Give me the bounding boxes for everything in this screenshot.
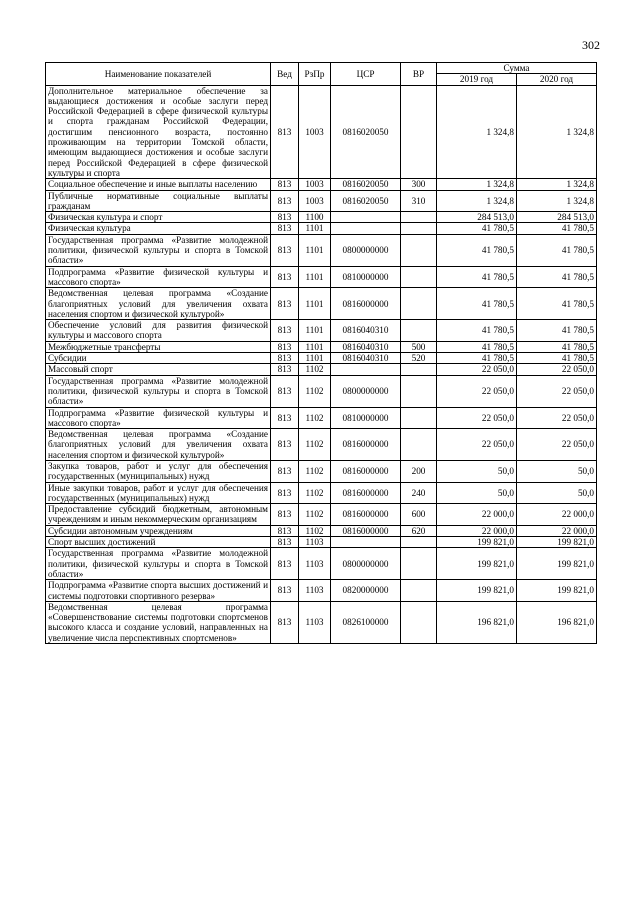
row-vr <box>401 364 437 375</box>
row-ved: 813 <box>271 266 299 288</box>
row-sum-2019: 1 324,8 <box>437 85 517 179</box>
row-csr: 0816000000 <box>331 460 401 482</box>
row-rzpr: 1103 <box>299 580 331 602</box>
row-rzpr: 1003 <box>299 85 331 179</box>
table-body <box>46 85 597 643</box>
row-rzpr: 1102 <box>299 504 331 526</box>
row-sum-2020: 199 821,0 <box>517 548 597 580</box>
row-ved: 813 <box>271 482 299 504</box>
row-sum-2019: 1 324,8 <box>437 190 517 212</box>
row-vr <box>401 320 437 342</box>
row-sum-2020: 22 050,0 <box>517 407 597 429</box>
table-row <box>46 234 597 266</box>
row-csr: 0820000000 <box>331 580 401 602</box>
row-sum-2020: 284 513,0 <box>517 212 597 223</box>
row-csr: 0816000000 <box>331 482 401 504</box>
row-csr: 0816020050 <box>331 190 401 212</box>
row-ved: 813 <box>271 601 299 643</box>
row-sum-2019: 41 780,5 <box>437 234 517 266</box>
row-sum-2020: 41 780,5 <box>517 223 597 234</box>
row-sum-2019: 50,0 <box>437 460 517 482</box>
table-row <box>46 341 597 352</box>
row-vr: 600 <box>401 504 437 526</box>
row-vr <box>401 288 437 320</box>
row-csr: 0800000000 <box>331 375 401 407</box>
header-vr: ВР <box>401 63 437 86</box>
row-sum-2020: 50,0 <box>517 460 597 482</box>
row-sum-2020: 41 780,5 <box>517 320 597 342</box>
row-name: Межбюджетные трансферты <box>46 341 271 352</box>
row-name: Ведомственная целевая программа «Создание благоприятных условий для увеличения охвата населения спортом и физической культурой» <box>46 288 271 320</box>
row-sum-2019: 41 780,5 <box>437 320 517 342</box>
row-sum-2020: 22 050,0 <box>517 364 597 375</box>
row-rzpr: 1101 <box>299 223 331 234</box>
header-csr: ЦСР <box>331 63 401 86</box>
row-vr <box>401 85 437 179</box>
row-sum-2019: 41 780,5 <box>437 288 517 320</box>
row-rzpr: 1003 <box>299 179 331 190</box>
row-sum-2020: 22 050,0 <box>517 375 597 407</box>
row-name: Государственная программа «Развитие молодежной политики, физической культуры и спорта в Томской области» <box>46 548 271 580</box>
row-sum-2020: 1 324,8 <box>517 179 597 190</box>
table-row <box>46 288 597 320</box>
row-rzpr: 1102 <box>299 525 331 536</box>
row-sum-2020: 41 780,5 <box>517 341 597 352</box>
row-name: Предоставление субсидий бюджетным, автономным учреждениям и иным некоммерческим организациям <box>46 504 271 526</box>
row-sum-2020: 1 324,8 <box>517 190 597 212</box>
row-sum-2019: 22 050,0 <box>437 364 517 375</box>
row-ved: 813 <box>271 364 299 375</box>
row-ved: 813 <box>271 179 299 190</box>
row-name: Подпрограмма «Развитие спорта высших достижений и системы подготовки спортивного резерва» <box>46 580 271 602</box>
table-row <box>46 580 597 602</box>
row-sum-2020: 1 324,8 <box>517 85 597 179</box>
row-csr <box>331 212 401 223</box>
row-vr <box>401 266 437 288</box>
row-rzpr: 1103 <box>299 548 331 580</box>
row-vr: 300 <box>401 179 437 190</box>
row-rzpr: 1100 <box>299 212 331 223</box>
row-sum-2019: 22 000,0 <box>437 525 517 536</box>
row-sum-2020: 41 780,5 <box>517 234 597 266</box>
row-rzpr: 1101 <box>299 234 331 266</box>
row-ved: 813 <box>271 190 299 212</box>
row-vr: 620 <box>401 525 437 536</box>
row-rzpr: 1102 <box>299 460 331 482</box>
table-row <box>46 212 597 223</box>
table-row <box>46 179 597 190</box>
row-vr <box>401 601 437 643</box>
row-ved: 813 <box>271 548 299 580</box>
table-row <box>46 190 597 212</box>
row-csr: 0810000000 <box>331 266 401 288</box>
row-vr: 310 <box>401 190 437 212</box>
row-ved: 813 <box>271 85 299 179</box>
row-ved: 813 <box>271 375 299 407</box>
row-name: Иные закупки товаров, работ и услуг для обеспечения государственных (муниципальных) нужд <box>46 482 271 504</box>
row-vr <box>401 429 437 461</box>
row-name: Обеспечение условий для развития физической культуры и массового спорта <box>46 320 271 342</box>
row-name: Подпрограмма «Развитие физической культуры и массового спорта» <box>46 407 271 429</box>
table-row <box>46 353 597 364</box>
header-name: Наименование показателей <box>46 63 271 86</box>
row-sum-2020: 22 050,0 <box>517 429 597 461</box>
row-name: Социальное обеспечение и иные выплаты населению <box>46 179 271 190</box>
row-sum-2019: 199 821,0 <box>437 548 517 580</box>
row-sum-2020: 41 780,5 <box>517 288 597 320</box>
row-csr <box>331 364 401 375</box>
table-row <box>46 537 597 548</box>
row-name: Государственная программа «Развитие молодежной политики, физической культуры и спорта в Томской области» <box>46 375 271 407</box>
row-rzpr: 1101 <box>299 320 331 342</box>
row-name: Дополнительное материальное обеспечение за выдающиеся достижения и особые заслуги перед Российской Федерацией в сфере физической культуры и спорта гражданам Российской Федерации, достигшим пенсионного возраста, постоянно проживающим на территории Томской области, имеющим выдающиеся достижения и особые заслуги перед Российской Федерацией в сфере физической культуры и спорта <box>46 85 271 179</box>
row-sum-2019: 199 821,0 <box>437 580 517 602</box>
table-row <box>46 525 597 536</box>
header-year-2019: 2019 год <box>437 74 517 85</box>
row-csr: 0816000000 <box>331 288 401 320</box>
row-name: Ведомственная целевая программа «Совершенствование системы подготовки спортсменов высокого класса и создание условий, направленных на увеличение числа перспективных спортсменов» <box>46 601 271 643</box>
row-sum-2020: 199 821,0 <box>517 580 597 602</box>
row-sum-2020: 50,0 <box>517 482 597 504</box>
row-vr: 500 <box>401 341 437 352</box>
row-sum-2020: 199 821,0 <box>517 537 597 548</box>
row-vr <box>401 212 437 223</box>
row-sum-2019: 41 780,5 <box>437 353 517 364</box>
table-row <box>46 375 597 407</box>
row-vr <box>401 580 437 602</box>
table-row <box>46 601 597 643</box>
row-sum-2020: 22 000,0 <box>517 504 597 526</box>
row-rzpr: 1101 <box>299 353 331 364</box>
table-row <box>46 407 597 429</box>
row-vr <box>401 548 437 580</box>
table-row <box>46 320 597 342</box>
table-row <box>46 85 597 179</box>
row-name: Физическая культура <box>46 223 271 234</box>
header-ved: Вед <box>271 63 299 86</box>
row-ved: 813 <box>271 580 299 602</box>
header-year-2020: 2020 год <box>517 74 597 85</box>
row-ved: 813 <box>271 288 299 320</box>
row-name: Массовый спорт <box>46 364 271 375</box>
row-csr: 0826100000 <box>331 601 401 643</box>
row-csr: 0816040310 <box>331 320 401 342</box>
table-row <box>46 548 597 580</box>
row-sum-2019: 196 821,0 <box>437 601 517 643</box>
row-sum-2020: 196 821,0 <box>517 601 597 643</box>
row-csr: 0800000000 <box>331 548 401 580</box>
table-row <box>46 504 597 526</box>
row-csr: 0816020050 <box>331 179 401 190</box>
header-sum: Сумма <box>437 63 597 74</box>
row-ved: 813 <box>271 504 299 526</box>
row-ved: 813 <box>271 212 299 223</box>
row-sum-2019: 50,0 <box>437 482 517 504</box>
row-rzpr: 1101 <box>299 266 331 288</box>
row-vr <box>401 407 437 429</box>
row-rzpr: 1103 <box>299 537 331 548</box>
row-ved: 813 <box>271 429 299 461</box>
row-rzpr: 1102 <box>299 482 331 504</box>
row-ved: 813 <box>271 341 299 352</box>
row-name: Государственная программа «Развитие молодежной политики, физической культуры и спорта в Томской области» <box>46 234 271 266</box>
row-vr <box>401 537 437 548</box>
row-csr: 0810000000 <box>331 407 401 429</box>
row-ved: 813 <box>271 460 299 482</box>
row-sum-2020: 22 000,0 <box>517 525 597 536</box>
row-vr <box>401 223 437 234</box>
row-csr: 0816000000 <box>331 525 401 536</box>
row-sum-2020: 41 780,5 <box>517 353 597 364</box>
row-name: Закупка товаров, работ и услуг для обеспечения государственных (муниципальных) нужд <box>46 460 271 482</box>
row-vr: 520 <box>401 353 437 364</box>
row-rzpr: 1103 <box>299 601 331 643</box>
row-name: Спорт высших достижений <box>46 537 271 548</box>
row-vr <box>401 234 437 266</box>
row-name: Публичные нормативные социальные выплаты гражданам <box>46 190 271 212</box>
row-sum-2019: 22 000,0 <box>437 504 517 526</box>
row-csr <box>331 537 401 548</box>
row-sum-2019: 41 780,5 <box>437 223 517 234</box>
table-row <box>46 266 597 288</box>
row-csr: 0816000000 <box>331 504 401 526</box>
row-csr: 0816040310 <box>331 353 401 364</box>
row-csr: 0816020050 <box>331 85 401 179</box>
row-name: Ведомственная целевая программа «Создание благоприятных условий для увеличения охвата населения спортом и физической культурой» <box>46 429 271 461</box>
row-sum-2019: 199 821,0 <box>437 537 517 548</box>
row-name: Подпрограмма «Развитие физической культуры и массового спорта» <box>46 266 271 288</box>
row-sum-2019: 22 050,0 <box>437 375 517 407</box>
budget-table <box>45 62 597 644</box>
row-csr: 0816000000 <box>331 429 401 461</box>
table-row <box>46 223 597 234</box>
row-vr: 200 <box>401 460 437 482</box>
row-rzpr: 1102 <box>299 375 331 407</box>
table-row <box>46 460 597 482</box>
row-vr: 240 <box>401 482 437 504</box>
table-row <box>46 429 597 461</box>
row-ved: 813 <box>271 353 299 364</box>
row-sum-2020: 41 780,5 <box>517 266 597 288</box>
row-ved: 813 <box>271 407 299 429</box>
row-ved: 813 <box>271 537 299 548</box>
row-rzpr: 1101 <box>299 288 331 320</box>
row-name: Субсидии автономным учреждениям <box>46 525 271 536</box>
row-rzpr: 1102 <box>299 364 331 375</box>
row-ved: 813 <box>271 234 299 266</box>
row-rzpr: 1102 <box>299 429 331 461</box>
row-ved: 813 <box>271 223 299 234</box>
row-sum-2019: 22 050,0 <box>437 429 517 461</box>
page-number: 302 <box>582 38 600 52</box>
row-csr: 0800000000 <box>331 234 401 266</box>
row-sum-2019: 41 780,5 <box>437 266 517 288</box>
row-rzpr: 1003 <box>299 190 331 212</box>
row-sum-2019: 22 050,0 <box>437 407 517 429</box>
table-row <box>46 482 597 504</box>
row-sum-2019: 284 513,0 <box>437 212 517 223</box>
row-vr <box>401 375 437 407</box>
row-name: Физическая культура и спорт <box>46 212 271 223</box>
row-csr <box>331 223 401 234</box>
row-ved: 813 <box>271 525 299 536</box>
table-row <box>46 364 597 375</box>
row-rzpr: 1102 <box>299 407 331 429</box>
row-sum-2019: 41 780,5 <box>437 341 517 352</box>
row-csr: 0816040310 <box>331 341 401 352</box>
row-name: Субсидии <box>46 353 271 364</box>
row-ved: 813 <box>271 320 299 342</box>
header-rzpr: РзПр <box>299 63 331 86</box>
row-rzpr: 1101 <box>299 341 331 352</box>
row-sum-2019: 1 324,8 <box>437 179 517 190</box>
